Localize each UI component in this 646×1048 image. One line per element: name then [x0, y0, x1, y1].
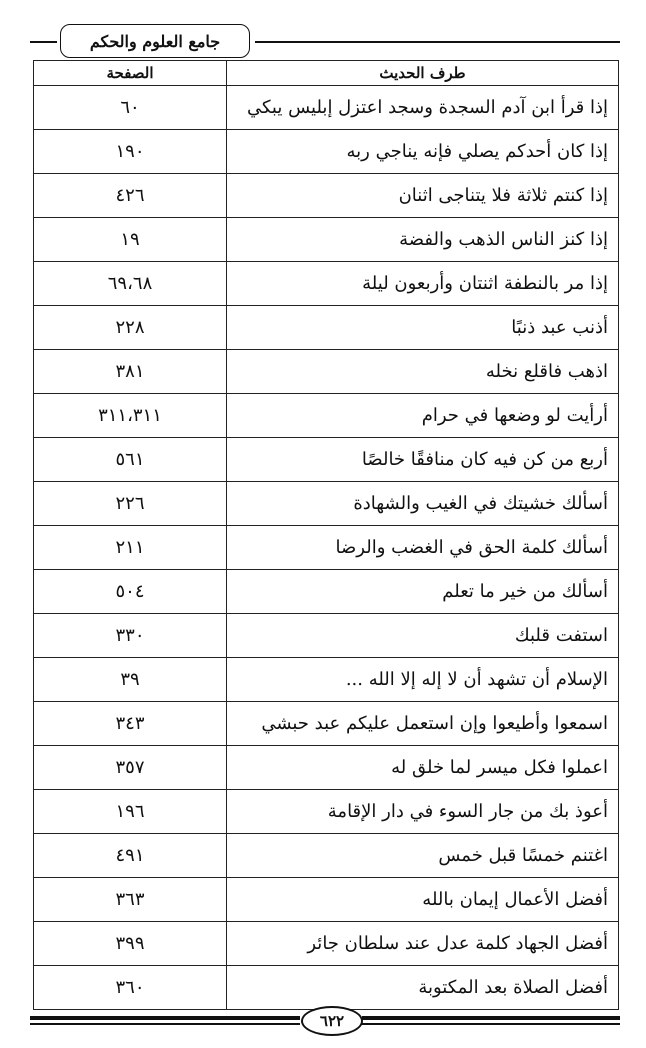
page-reference: ٢٢٦ — [34, 482, 227, 526]
hadith-text: أفضل الصلاة بعد المكتوبة — [227, 966, 619, 1010]
page-footer — [30, 1004, 620, 1038]
hadith-text: إذا مر بالنطفة اثنتان وأربعون ليلة — [227, 262, 619, 306]
table-body — [34, 86, 619, 1010]
page-reference: ٣٦٣ — [34, 878, 227, 922]
table-row — [34, 394, 619, 438]
table-row — [34, 790, 619, 834]
hadith-text: أربع من كن فيه كان منافقًا خالصًا — [227, 438, 619, 482]
hadith-text: اغتنم خمسًا قبل خمس — [227, 834, 619, 878]
page-reference: ٣٤٣ — [34, 702, 227, 746]
hadith-text: اعملوا فكل ميسر لما خلق له — [227, 746, 619, 790]
page-reference: ٤٩١ — [34, 834, 227, 878]
page-reference: ٣١١،٣١١ — [34, 394, 227, 438]
page-reference: ٥٠٤ — [34, 570, 227, 614]
table-row — [34, 350, 619, 394]
table-row — [34, 570, 619, 614]
footer-rule-right — [362, 1016, 620, 1020]
page-reference: ٦٩،٦٨ — [34, 262, 227, 306]
hadith-text: أرأيت لو وضعها في حرام — [227, 394, 619, 438]
page-reference: ١٩ — [34, 218, 227, 262]
table-row — [34, 966, 619, 1010]
table-row — [34, 86, 619, 130]
table-row — [34, 262, 619, 306]
table-row — [34, 526, 619, 570]
page-reference: ٣٣٠ — [34, 614, 227, 658]
book-title: جامع العلوم والحكم — [60, 24, 250, 58]
hadith-text: الإسلام أن تشهد أن لا إله إلا الله ... — [227, 658, 619, 702]
hadith-text: أعوذ بك من جار السوء في دار الإقامة — [227, 790, 619, 834]
column-header-hadith: طرف الحديث — [227, 61, 619, 86]
header-rule-right — [255, 41, 620, 43]
page-reference: ٢١١ — [34, 526, 227, 570]
page-reference: ٣٩٩ — [34, 922, 227, 966]
page-reference: ٣٨١ — [34, 350, 227, 394]
hadith-text: اذهب فاقلع نخله — [227, 350, 619, 394]
page-header — [30, 14, 620, 66]
page-number: ٦٢٢ — [301, 1006, 363, 1036]
page-reference: ٤٢٦ — [34, 174, 227, 218]
hadith-text: إذا كان أحدكم يصلي فإنه يناجي ربه — [227, 130, 619, 174]
table-row — [34, 878, 619, 922]
hadith-text: استفت قلبك — [227, 614, 619, 658]
header-rule-left — [30, 41, 57, 43]
table-row — [34, 702, 619, 746]
hadith-index-table — [33, 60, 619, 1010]
table-row — [34, 658, 619, 702]
column-header-page: الصفحة — [34, 61, 227, 86]
page-reference: ١٩٦ — [34, 790, 227, 834]
table-row — [34, 482, 619, 526]
footer-rule-left — [30, 1016, 300, 1020]
table-row — [34, 614, 619, 658]
hadith-text: إذا كنز الناس الذهب والفضة — [227, 218, 619, 262]
table-row — [34, 306, 619, 350]
hadith-text: إذا قرأ ابن آدم السجدة وسجد اعتزل إبليس يبكي — [227, 86, 619, 130]
hadith-text: أفضل الجهاد كلمة عدل عند سلطان جائر — [227, 922, 619, 966]
page-reference: ١٩٠ — [34, 130, 227, 174]
hadith-text: أسألك خشيتك في الغيب والشهادة — [227, 482, 619, 526]
table-row — [34, 922, 619, 966]
page-reference: ٥٦١ — [34, 438, 227, 482]
hadith-text: أذنب عبد ذنبًا — [227, 306, 619, 350]
page-reference: ٢٢٨ — [34, 306, 227, 350]
table-row — [34, 438, 619, 482]
hadith-text: إذا كنتم ثلاثة فلا يتناجى اثنان — [227, 174, 619, 218]
hadith-text: أسألك من خير ما تعلم — [227, 570, 619, 614]
table-header-row — [34, 61, 619, 86]
table-row — [34, 130, 619, 174]
table-row — [34, 218, 619, 262]
table-row — [34, 834, 619, 878]
hadith-text: اسمعوا وأطيعوا وإن استعمل عليكم عبد حبشي — [227, 702, 619, 746]
table-row — [34, 746, 619, 790]
hadith-text: أفضل الأعمال إيمان بالله — [227, 878, 619, 922]
page-reference: ٣٥٧ — [34, 746, 227, 790]
table-row — [34, 174, 619, 218]
page-reference: ٣٩ — [34, 658, 227, 702]
footer-rule-left-thin — [30, 1023, 300, 1025]
page-reference: ٣٦٠ — [34, 966, 227, 1010]
hadith-text: أسألك كلمة الحق في الغضب والرضا — [227, 526, 619, 570]
page-reference: ٦٠ — [34, 86, 227, 130]
footer-rule-right-thin — [362, 1023, 620, 1025]
